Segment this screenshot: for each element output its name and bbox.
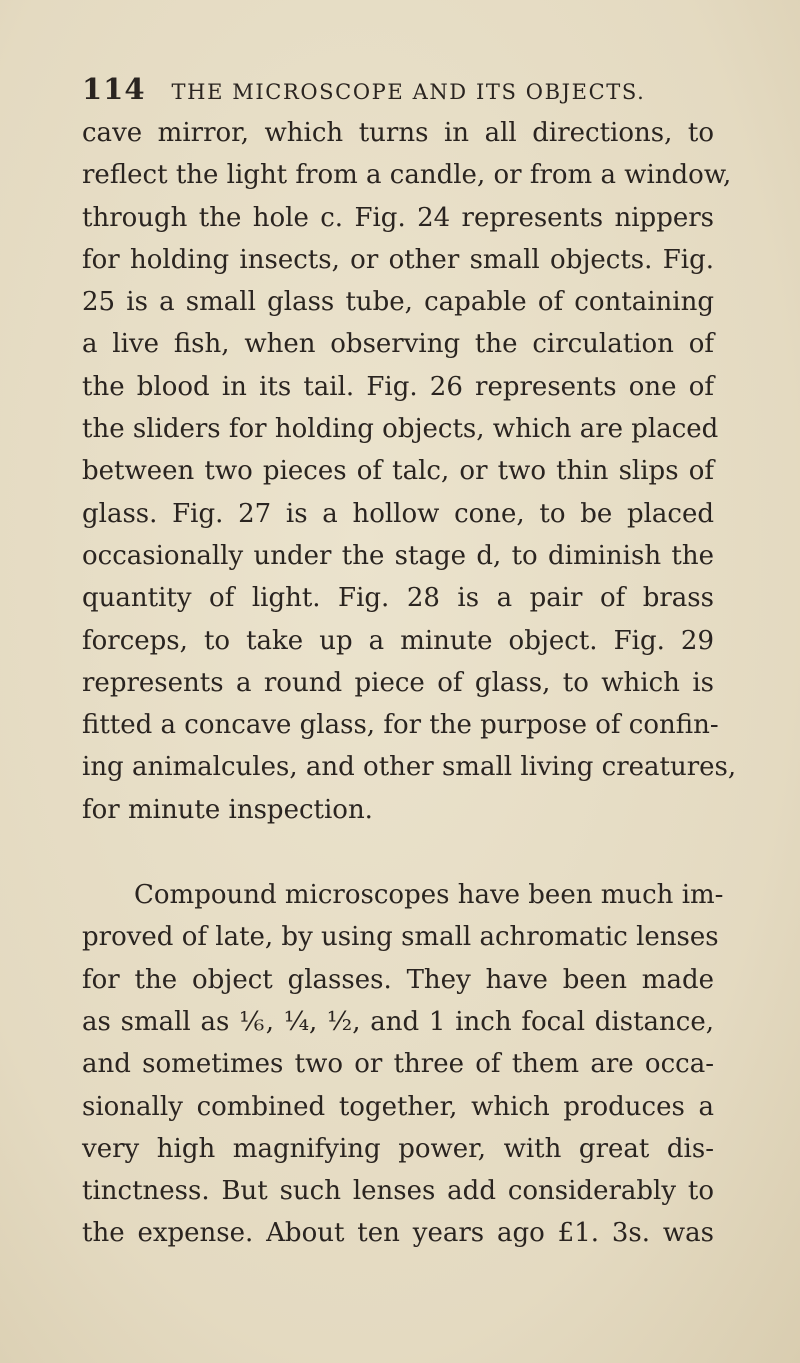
text-line: reflect the light from a candle, or from a window, — [82, 160, 732, 191]
text-line: tinctness. But such lenses add considerably to — [82, 1176, 714, 1207]
text-line: fitted a concave glass, for the purpose of confin- — [82, 710, 719, 741]
running-head: THE MICROSCOPE AND ITS OBJECTS. — [171, 80, 646, 104]
text-line: for minute inspection. — [82, 794, 373, 825]
paragraph-gap — [82, 831, 714, 874]
text-line: for the object glasses. They have been made — [82, 964, 714, 995]
text-line: and sometimes two or three of them are occa- — [82, 1049, 714, 1080]
text-line: as small as ⅙, ¼, ½, and 1 inch focal distance, — [82, 1006, 714, 1037]
text-line: a live fish, when observing the circulation of — [82, 329, 714, 360]
page-number: 114 — [82, 72, 146, 106]
text-line: occasionally under the stage d, to diminish the — [82, 540, 714, 571]
page-header — [82, 72, 722, 106]
text-line: the blood in its tail. Fig. 26 represents one of — [82, 371, 714, 402]
text-line: ing animalcules, and other small living creatures, — [82, 752, 737, 783]
text-line: 25 is a small glass tube, capable of containing — [82, 287, 714, 318]
text-line: proved of late, by using small achromatic lenses — [82, 922, 719, 953]
text-line: glass. Fig. 27 is a hollow cone, to be placed — [82, 498, 714, 529]
text-line: sionally combined together, which produces a — [82, 1091, 714, 1122]
text-line: the sliders for holding objects, which are placed — [82, 414, 719, 445]
paragraph-1 — [82, 112, 737, 831]
text-line: Compound microscopes have been much im- — [134, 880, 724, 911]
paragraph-2 — [82, 874, 724, 1255]
body-text — [82, 112, 737, 1255]
text-line: forceps, to take up a minute object. Fig. 29 — [82, 625, 714, 656]
text-line: very high magnifying power, with great dis- — [82, 1133, 714, 1164]
text-line: cave mirror, which turns in all directions, to — [82, 118, 714, 148]
text-line: through the hole c. Fig. 24 represents nippers — [82, 202, 714, 233]
text-line: the expense. About ten years ago £1. 3s. was — [82, 1218, 714, 1249]
text-line: quantity of light. Fig. 28 is a pair of brass — [82, 583, 714, 614]
text-line: for holding insects, or other small objects. Fig. — [82, 244, 714, 275]
text-line: represents a round piece of glass, to which is — [82, 667, 714, 698]
text-line: between two pieces of talc, or two thin slips of — [82, 456, 714, 487]
